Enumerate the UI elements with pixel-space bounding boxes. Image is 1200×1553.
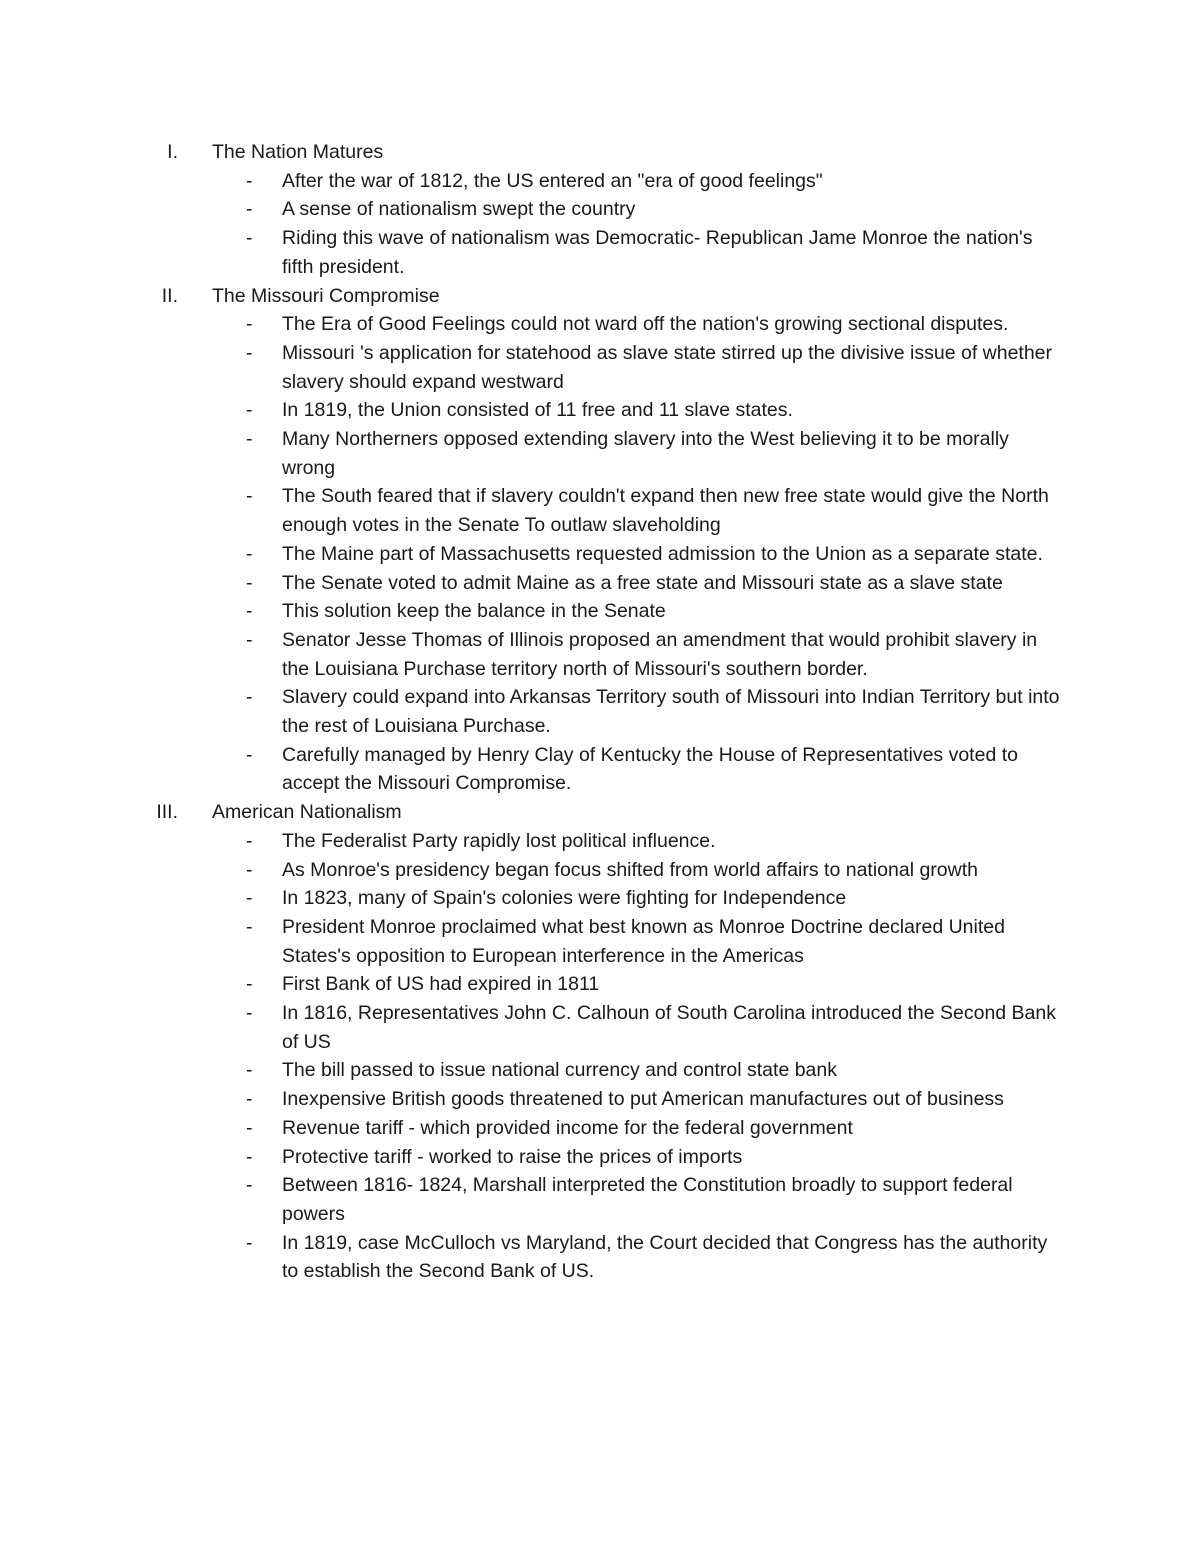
list-item <box>0 1085 1067 1114</box>
section-heading-row <box>0 798 1200 827</box>
list-item <box>0 339 1067 396</box>
list-item-text: President Monroe proclaimed what best known as Monroe Doctrine declared United States's opposition to European interference in the Americas <box>282 915 1005 967</box>
section-heading: The Missouri Compromise <box>212 284 440 307</box>
dash-bullet: - <box>246 915 253 938</box>
list-item <box>0 482 1067 539</box>
list-item <box>0 1114 1067 1143</box>
dash-bullet: - <box>246 1231 253 1254</box>
list-item-text: Senator Jesse Thomas of Illinois proposed an amendment that would prohibit slavery in the Louisiana Purchase territory north of Missouri's southern border. <box>282 628 1038 680</box>
dash-bullet: - <box>246 313 253 336</box>
dash-bullet: - <box>246 399 253 422</box>
section-numeral: III. <box>156 801 178 824</box>
dash-bullet: - <box>246 1002 253 1025</box>
list-item <box>0 856 1067 885</box>
list-item <box>0 167 1067 196</box>
section-numeral: I. <box>167 141 178 163</box>
list-item-text: Missouri 's application for statehood as slave state stirred up the divisive issue of whether slavery should expand westward <box>282 341 1053 393</box>
list-item <box>0 741 1067 798</box>
list-item <box>0 1229 1067 1286</box>
dash-bullet: - <box>246 227 253 250</box>
dash-bullet: - <box>246 1145 253 1168</box>
section-heading: The Nation Matures <box>212 141 384 163</box>
list-item-text: Carefully managed by Henry Clay of Kentucky the House of Representatives voted to accept the Missouri Compromise. <box>282 743 1018 795</box>
list-item <box>0 224 1067 281</box>
dash-bullet: - <box>246 542 253 565</box>
list-item <box>0 1171 1067 1228</box>
section-heading-row <box>0 282 1200 311</box>
list-item-text: In 1819, the Union consisted of 11 free and 11 slave states. <box>282 399 793 422</box>
list-item <box>0 999 1067 1056</box>
list-item <box>0 683 1067 740</box>
list-item-text: Slavery could expand into Arkansas Territory south of Missouri into Indian Territory but into the rest of Louisiana Purchase. <box>282 686 1060 738</box>
dash-bullet: - <box>246 743 253 766</box>
list-item-text: The Senate voted to admit Maine as a free state and Missouri state as a slave state <box>282 571 1003 594</box>
list-item-text: As Monroe's presidency began focus shifted from world affairs to national growth <box>282 858 978 881</box>
list-item <box>0 626 1067 683</box>
section-numeral: II. <box>161 284 178 307</box>
list-item <box>0 1143 1067 1172</box>
list-item <box>0 970 1067 999</box>
list-item <box>0 195 1067 224</box>
dash-bullet: - <box>246 485 253 508</box>
dash-bullet: - <box>246 1059 253 1082</box>
list-item-text: Protective tariff - worked to raise the prices of imports <box>282 1145 743 1168</box>
list-item <box>0 827 1067 856</box>
list-item-text: In 1816, Representatives John C. Calhoun of South Carolina introduced the Second Bank of US <box>282 1002 1057 1053</box>
list-item-text: The South feared that if slavery couldn't expand then new free state would give the North enough votes in the Senate To outlaw slaveholding <box>282 485 1049 537</box>
list-item-text: After the war of 1812, the US entered an "era of good feelings" <box>282 169 823 192</box>
document-page <box>0 138 1200 1286</box>
dash-bullet: - <box>246 1174 253 1197</box>
section-heading: American Nationalism <box>212 801 402 824</box>
list-item-text: A sense of nationalism swept the country <box>282 198 636 221</box>
dash-bullet: - <box>246 858 253 881</box>
list-item <box>0 884 1067 913</box>
section-heading-row <box>0 138 1200 167</box>
list-item-text: This solution keep the balance in the Senate <box>282 600 666 623</box>
list-item-text: Riding this wave of nationalism was Democratic- Republican Jame Monroe the nation's fifth president. <box>282 227 1033 278</box>
dash-bullet: - <box>246 428 253 450</box>
list-item <box>0 425 1067 482</box>
dash-bullet: - <box>246 686 253 709</box>
list-item-text: In 1823, many of Spain's colonies were fighting for Independence <box>282 887 847 910</box>
list-item-text: The bill passed to issue national currency and control state bank <box>282 1059 837 1082</box>
list-item-text: Many Northerners opposed extending slavery into the West believing it to be morally wrong <box>282 428 1009 479</box>
list-item-text: The Federalist Party rapidly lost political influence. <box>282 829 716 852</box>
list-item-text: Inexpensive British goods threatened to put American manufactures out of business <box>282 1088 1004 1111</box>
list-item-text: Between 1816- 1824, Marshall interpreted the Constitution broadly to support federal powers <box>282 1174 1013 1225</box>
section-missouri-compromise <box>0 282 1200 799</box>
dash-bullet: - <box>246 628 253 651</box>
dash-bullet: - <box>246 169 253 192</box>
dash-bullet: - <box>246 1088 253 1111</box>
list-item-text: First Bank of US had expired in 1811 <box>282 973 600 996</box>
list-item-text: The Era of Good Feelings could not ward off the nation's growing sectional disputes. <box>282 313 1009 336</box>
section-american-nationalism <box>0 798 1200 1286</box>
dash-bullet: - <box>246 600 253 623</box>
list-item <box>0 310 1067 339</box>
dash-bullet: - <box>246 1116 253 1139</box>
section-nation-matures <box>0 138 1200 282</box>
list-item-text: Revenue tariff - which provided income for the federal government <box>282 1116 853 1139</box>
list-item-text: The Maine part of Massachusetts requested admission to the Union as a separate state. <box>282 542 1043 565</box>
list-item <box>0 597 1067 626</box>
dash-bullet: - <box>246 829 253 852</box>
list-item <box>0 540 1067 569</box>
list-item <box>0 396 1067 425</box>
dash-bullet: - <box>246 887 253 910</box>
list-item-text: In 1819, case McCulloch vs Maryland, the Court decided that Congress has the authority to establish the Second Bank of US. <box>282 1231 1048 1283</box>
list-item <box>0 1056 1067 1085</box>
dash-bullet: - <box>246 973 253 996</box>
dash-bullet: - <box>246 341 253 364</box>
list-item <box>0 569 1067 598</box>
list-item <box>0 913 1067 970</box>
dash-bullet: - <box>246 198 253 221</box>
dash-bullet: - <box>246 571 253 594</box>
